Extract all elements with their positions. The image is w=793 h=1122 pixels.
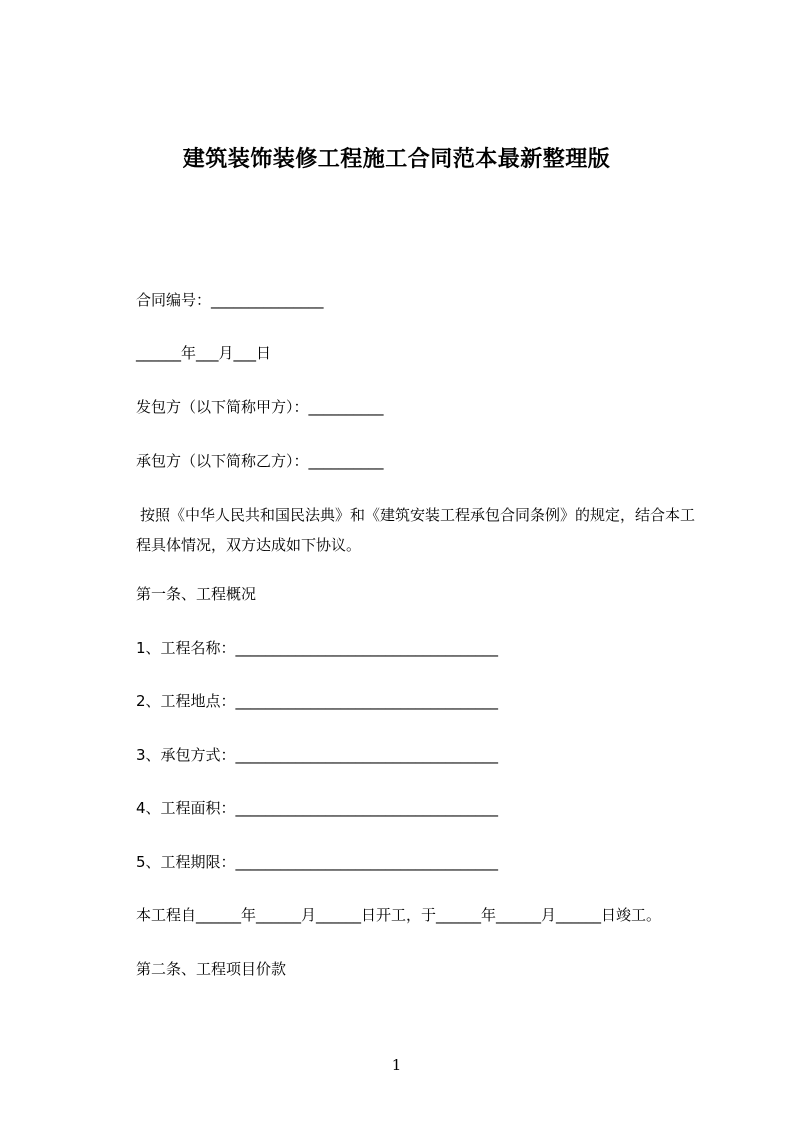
item-project-area: 4、工程面积：___________________________________ bbox=[136, 799, 499, 817]
date-line: ______年___月___日 bbox=[136, 344, 272, 362]
article-1-heading: 第一条、工程概况 bbox=[136, 585, 257, 603]
article-2-heading: 第二条、工程项目价款 bbox=[136, 960, 287, 978]
contract-number-line: 合同编号：_______________ bbox=[136, 291, 324, 309]
preamble-paragraph bbox=[136, 500, 706, 560]
party-a-line: 发包方（以下简称甲方）：__________ bbox=[136, 398, 384, 416]
item-project-duration: 5、工程期限：___________________________________ bbox=[136, 853, 499, 871]
item-project-location: 2、工程地点：___________________________________ bbox=[136, 692, 499, 710]
document-title: 建筑装饰装修工程施工合同范本最新整理版 bbox=[182, 147, 611, 172]
page-number: 1 bbox=[391, 1056, 402, 1074]
schedule-line: 本工程自______年______月______日开工，于______年______月______日竣工。 bbox=[136, 906, 662, 924]
item-contract-method: 3、承包方式：___________________________________ bbox=[136, 746, 499, 764]
item-project-name: 1、工程名称：___________________________________ bbox=[136, 639, 499, 657]
preamble-text: 按照《中华人民共和国民法典》和《建筑安装工程承包合同条例》的规定，结合本工程具体情况，双方达成如下协议。 bbox=[136, 506, 696, 554]
party-b-line: 承包方（以下简称乙方）：__________ bbox=[136, 452, 384, 470]
